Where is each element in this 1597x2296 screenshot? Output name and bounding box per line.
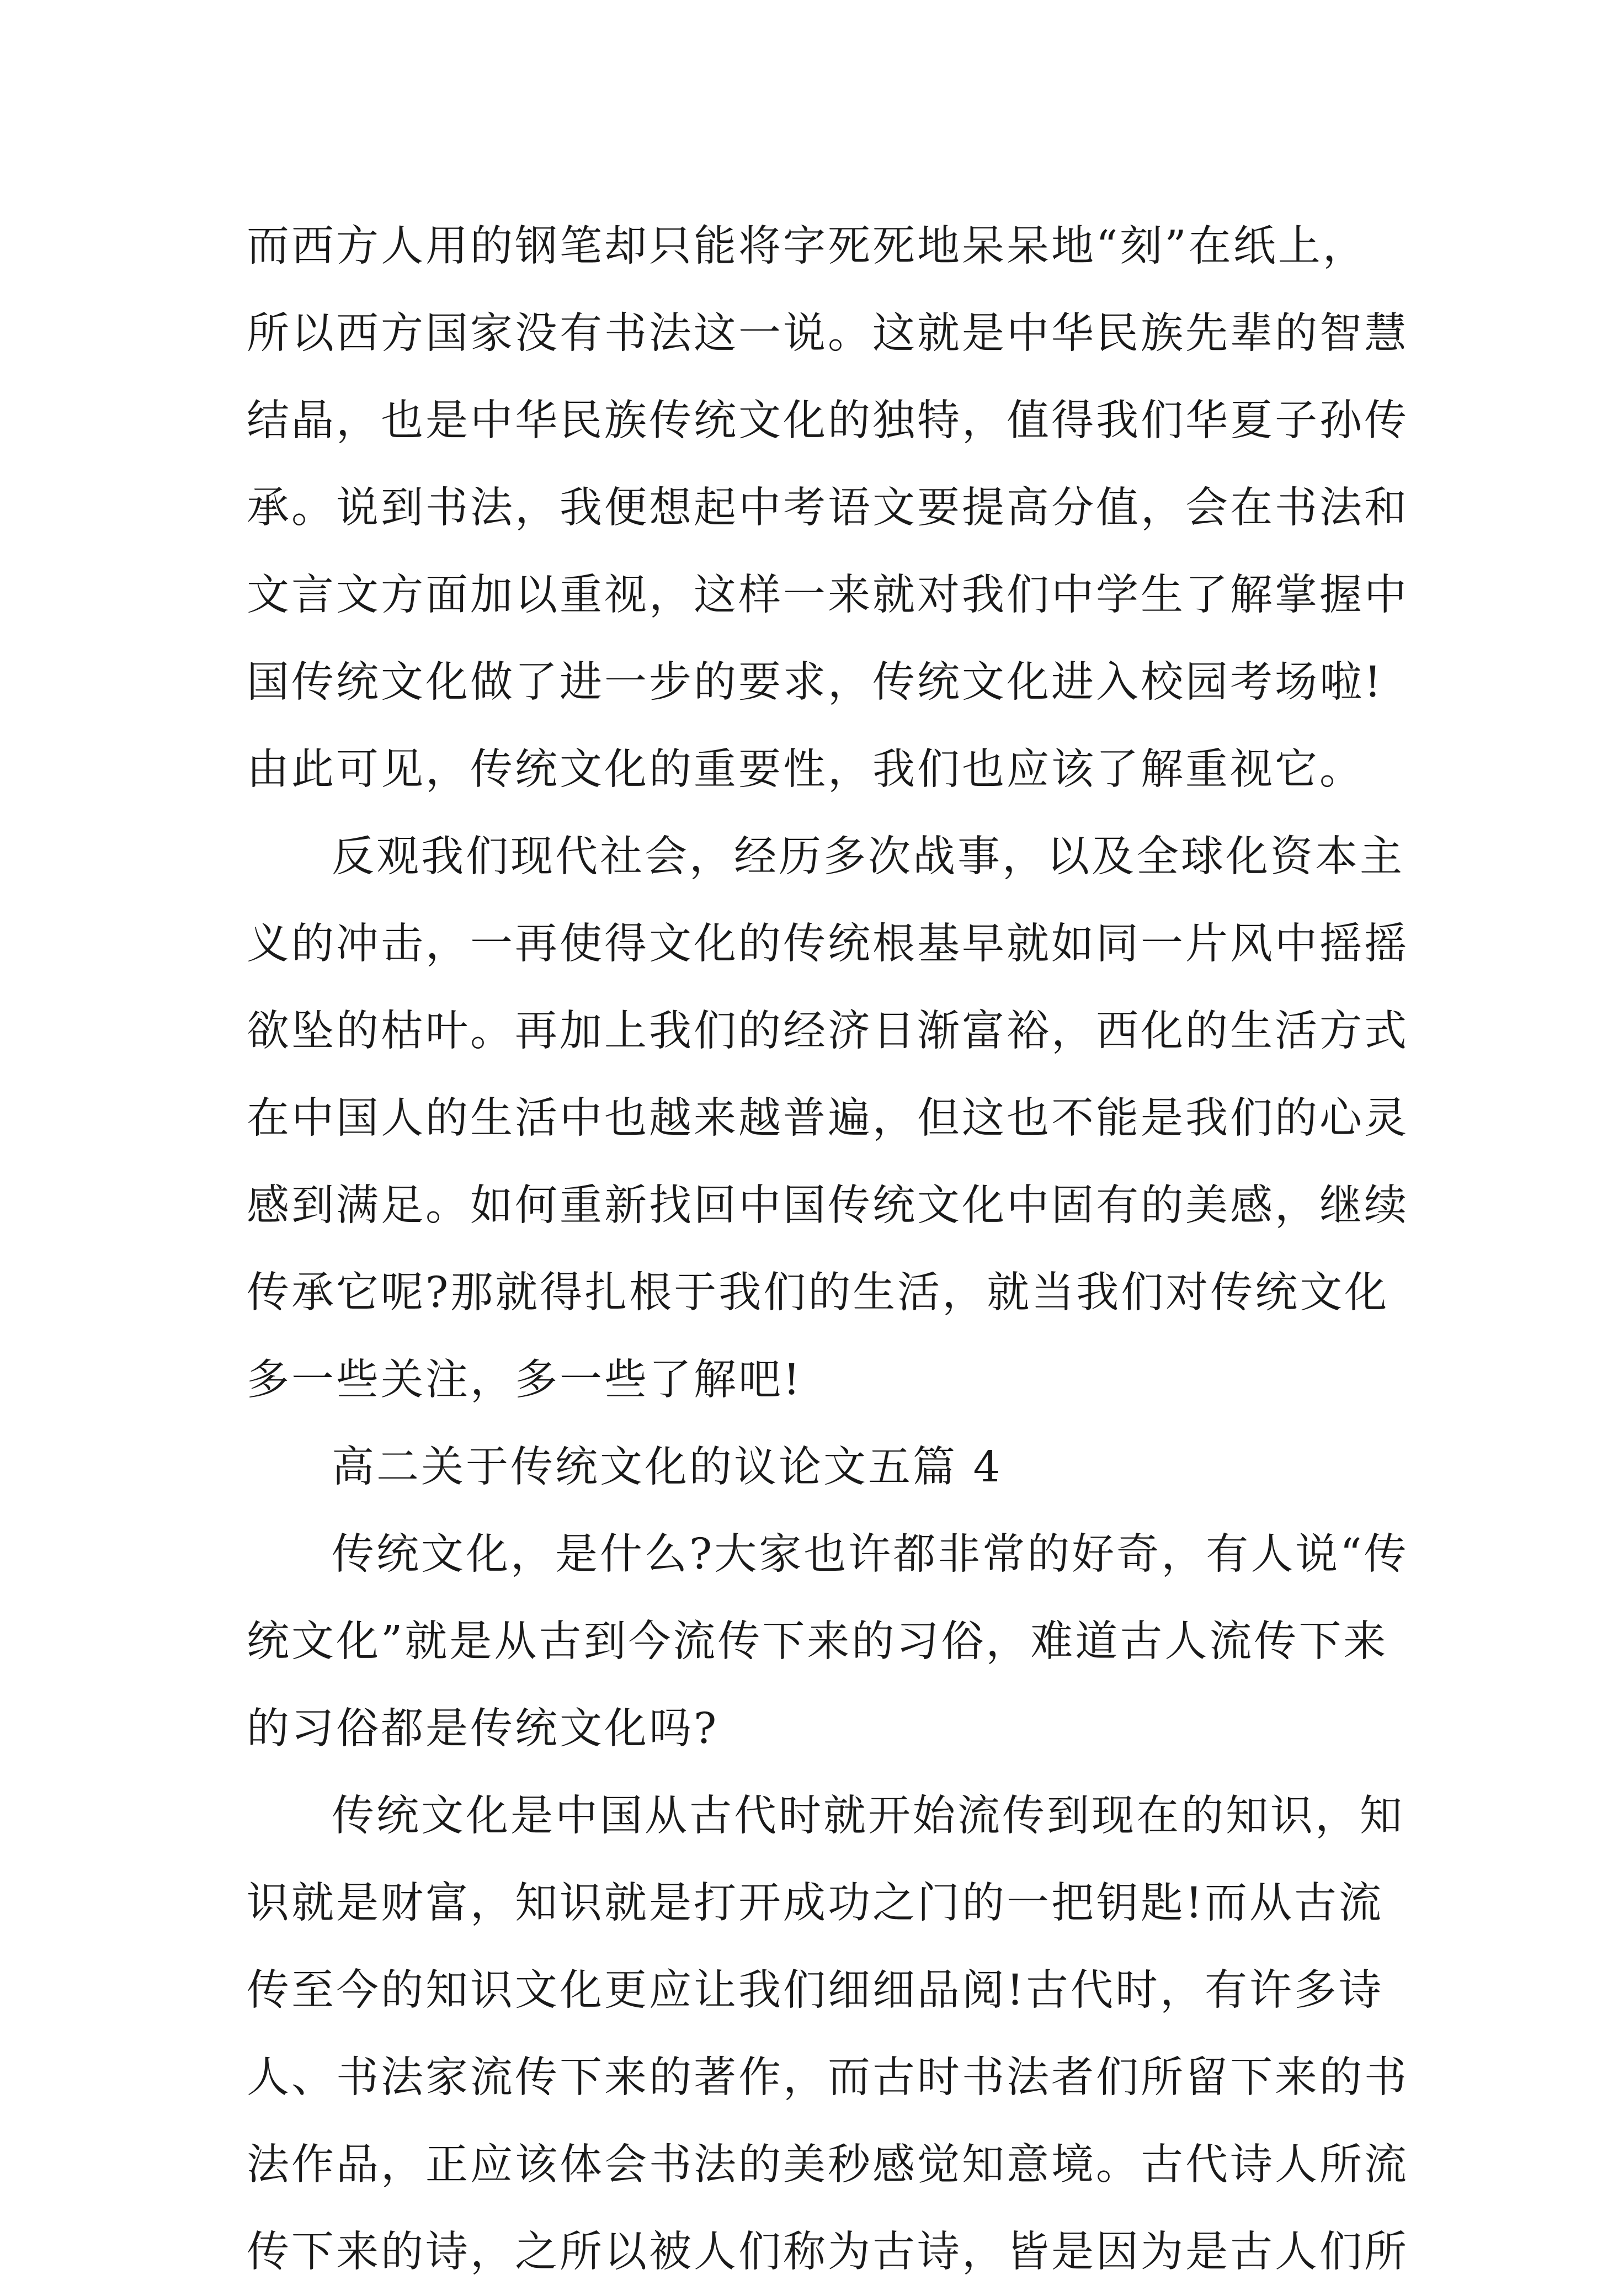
text-line: 人、书法家流传下来的著作，而古时书法者们所留下来的书 — [247, 2053, 1409, 2102]
text-line: 而西方人用的钢笔却只能将字死死地呆呆地“刻”在纸上， — [247, 222, 1367, 271]
section-heading: 高二关于传统文化的议论文五篇 4 — [332, 1443, 1003, 1492]
text-line: 法作品，正应该体会书法的美秒感觉知意境。古代诗人所流 — [247, 2140, 1409, 2189]
text-line: 欲坠的枯叶。再加上我们的经济日渐富裕，西化的生活方式 — [247, 1007, 1409, 1056]
paragraph-first-line: 传统文化是中国从古代时就开始流传到现在的知识，知 — [332, 1792, 1404, 1841]
text-line: 传下来的诗，之所以被人们称为古诗，皆是因为是古人们所 — [247, 2228, 1409, 2277]
paragraph-first-line: 传统文化，是什么?大家也许都非常的好奇，有人说“传 — [332, 1530, 1409, 1579]
text-line: 国传统文化做了进一步的要求，传统文化进入校园考场啦! — [247, 658, 1383, 707]
text-line: 统文化”就是从古到今流传下来的习俗，难道古人流传下来 — [247, 1617, 1388, 1666]
text-line: 在中国人的生活中也越来越普遍，但这也不能是我们的心灵 — [247, 1094, 1409, 1143]
paragraph-first-line: 反观我们现代社会，经历多次战事，以及全球化资本主 — [332, 832, 1404, 881]
text-line: 多一些关注，多一些了解吧! — [247, 1356, 802, 1405]
body-text — [247, 203, 1409, 2296]
text-line: 感到满足。如何重新找回中国传统文化中固有的美感，继续 — [247, 1181, 1409, 1230]
text-line: 承。说到书法，我便想起中考语文要提高分值，会在书法和 — [247, 483, 1409, 533]
text-line: 传至今的知识文化更应让我们细细品阅!古代时，有许多诗 — [247, 1966, 1383, 2015]
text-line: 的习俗都是传统文化吗? — [247, 1704, 719, 1753]
text-line: 结晶，也是中华民族传统文化的独特，值得我们华夏子孙传 — [247, 396, 1409, 445]
text-line: 所以西方国家没有书法这一说。这就是中华民族先辈的智慧 — [247, 309, 1409, 358]
text-line: 传承它呢?那就得扎根于我们的生活，就当我们对传统文化 — [247, 1268, 1390, 1317]
text-line: 识就是财富，知识就是打开成功之门的一把钥匙!而从古流 — [247, 1879, 1383, 1928]
text-line: 由此可见，传统文化的重要性，我们也应该了解重视它。 — [247, 745, 1364, 794]
text-line: 义的冲击，一再使得文化的传统根基早就如同一片风中摇摇 — [247, 920, 1409, 969]
text-line: 文言文方面加以重视，这样一来就对我们中学生了解掌握中 — [247, 571, 1409, 620]
